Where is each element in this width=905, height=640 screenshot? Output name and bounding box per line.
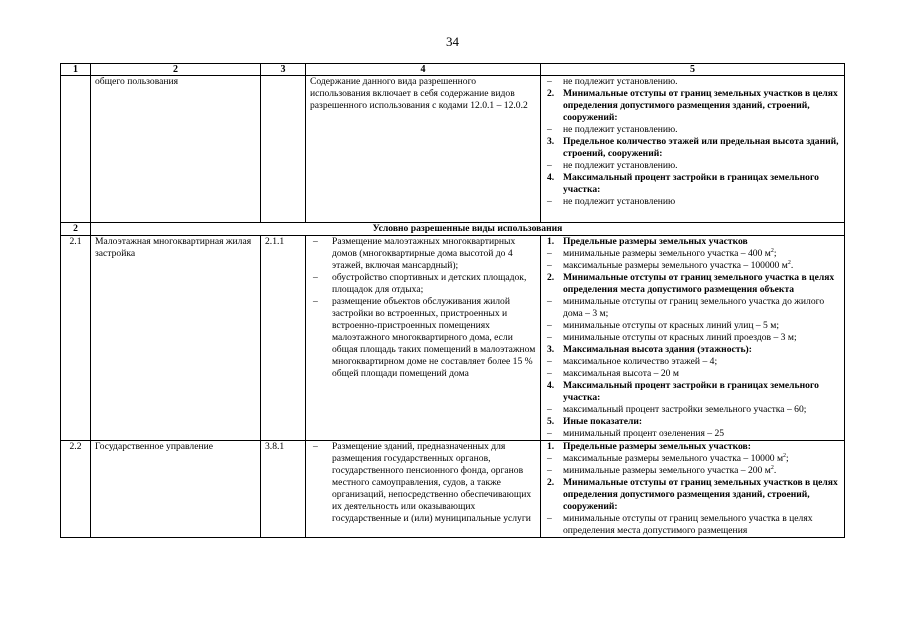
list-item xyxy=(545,465,840,477)
param-heading xyxy=(545,236,840,248)
list-marker: 1. xyxy=(547,441,555,452)
list-item-text: максимальная высота – 20 м xyxy=(563,368,679,379)
list-marker: – xyxy=(547,248,552,259)
unit-superscript: 2 xyxy=(770,464,774,471)
header-col-2: 2 xyxy=(91,64,261,76)
list-marker: 2. xyxy=(547,272,555,283)
list-item xyxy=(545,332,840,344)
list-marker: – xyxy=(547,404,552,415)
list-item-text: Размещение малоэтажных многоквартирных домов (многоквартирные дома высотой до 4 этажей, включая мансардный); xyxy=(332,236,516,271)
cell-name: Малоэтажная многоквартирная жилая застройка xyxy=(91,236,261,441)
list-marker: – xyxy=(547,260,552,271)
list-item-text: размещение объектов обслуживания жилой застройки во встроенных, пристроенных и встроенно-пристроенных помещениях малоэтажного многоквартирного дома, если общая площадь таких помещений в малоэтажном многоквартирном доме не составляет более 15 % общей площади помещений дома xyxy=(332,296,536,379)
list-marker: – xyxy=(547,368,552,379)
param-heading xyxy=(545,172,840,196)
unit-superscript: 2 xyxy=(783,452,787,459)
list-item-text: Минимальные отступы от границ земельного участка в целях определения места допустимого размещения объекта xyxy=(563,272,835,295)
list-item-text: Предельные размеры земельных участков xyxy=(563,236,748,247)
list-item xyxy=(545,513,840,537)
cell-number: 2.1 xyxy=(61,236,91,441)
list-item xyxy=(545,196,840,208)
list-marker: – xyxy=(547,513,552,524)
list-item xyxy=(545,124,840,136)
table-row xyxy=(61,236,845,441)
punctuation: . xyxy=(773,465,777,476)
cell-code: 2.1.1 xyxy=(261,236,306,441)
list-item-text: минимальные отступы от красных линий улиц – 5 м; xyxy=(563,320,779,331)
list-item-text: максимальный процент застройки земельного участка – 60; xyxy=(563,404,807,415)
list-marker: – xyxy=(547,196,552,207)
cell-code: 3.8.1 xyxy=(261,441,306,538)
list-item-text: максимальное количество этажей – 4; xyxy=(563,356,718,367)
param-heading xyxy=(545,416,840,428)
cell-description xyxy=(306,441,541,538)
list-item-text: Максимальный процент застройки в границах земельного участка: xyxy=(563,172,819,195)
zoning-table xyxy=(60,63,845,538)
list-item-text: Иные показатели: xyxy=(563,416,643,427)
list-item xyxy=(310,236,536,272)
header-col-1: 1 xyxy=(61,64,91,76)
cell-params xyxy=(541,76,845,223)
list-marker: – xyxy=(547,356,552,367)
param-heading xyxy=(545,441,840,453)
cell-number xyxy=(61,76,91,223)
punctuation: ; xyxy=(786,453,789,464)
section-number: 2 xyxy=(61,223,91,236)
list-item-text: не подлежит установлению xyxy=(563,196,676,207)
list-item-text: Минимальные отступы от границ земельных участков в целях определения допустимого размещения зданий, строений, сооружений: xyxy=(563,88,838,123)
list-item xyxy=(545,368,840,380)
list-marker: 4. xyxy=(547,380,555,391)
list-marker: 2. xyxy=(547,477,555,488)
cell-number: 2.2 xyxy=(61,441,91,538)
list-marker: 5. xyxy=(547,416,555,427)
list-marker: 1. xyxy=(547,236,555,247)
list-marker: – xyxy=(547,332,552,343)
unit-superscript: 2 xyxy=(770,247,774,254)
param-heading xyxy=(545,272,840,296)
cell-name: общего пользования xyxy=(91,76,261,223)
table-row-continued xyxy=(61,76,845,223)
list-item-text: минимальные отступы от границ земельного участка до жилого дома – 3 м; xyxy=(563,296,825,319)
list-item xyxy=(545,404,840,416)
list-item xyxy=(545,428,840,440)
list-marker: – xyxy=(547,453,552,464)
punctuation: ; xyxy=(773,248,777,259)
list-item-text: Минимальные отступы от границ земельных участков в целях определения допустимого размещения зданий, строений, сооружений: xyxy=(563,477,838,512)
header-col-3: 3 xyxy=(261,64,306,76)
list-marker: – xyxy=(313,272,318,283)
list-marker: – xyxy=(547,428,552,439)
list-item-text: минимальные отступы от границ земельного участка в целях определения места допустимого размещения xyxy=(563,513,813,536)
list-marker: – xyxy=(547,320,552,331)
list-marker: – xyxy=(313,441,318,452)
cell-name: Государственное управление xyxy=(91,441,261,538)
list-item-text: Максимальная высота здания (этажность): xyxy=(563,344,752,355)
param-heading xyxy=(545,136,840,160)
list-item-text: максимальные размеры земельного участка – 100000 м xyxy=(563,260,788,271)
list-marker: – xyxy=(313,236,318,247)
table-header-row xyxy=(61,64,845,76)
list-item xyxy=(310,272,536,296)
list-item-text: Размещение зданий, предназначенных для размещения государственных органов, государственного пенсионного фонда, органов местного самоуправления, судов, а также организаций, непосредственно обеспечивающих их деятельность или оказывающих государственные и (или) муниципальные услуги xyxy=(332,441,532,524)
list-item xyxy=(545,160,840,172)
param-heading xyxy=(545,344,840,356)
param-heading xyxy=(545,88,840,124)
list-item xyxy=(545,260,840,272)
cell-description: Содержание данного вида разрешенного использования включает в себя содержание видов разрешенного использования с кодами 12.0.1 – 12.0.2 xyxy=(306,76,541,223)
list-marker: 2. xyxy=(547,88,555,99)
list-item xyxy=(545,296,840,320)
list-marker: – xyxy=(547,124,552,135)
cell-params xyxy=(541,441,845,538)
list-item-text: минимальные отступы от красных линий проездов – 3 м; xyxy=(563,332,797,343)
list-item xyxy=(545,76,840,88)
list-marker: – xyxy=(313,296,318,307)
table-row xyxy=(61,441,845,538)
list-item-text: Предельное количество этажей или предельная высота зданий, строений, сооружений: xyxy=(563,136,839,159)
header-col-4: 4 xyxy=(306,64,541,76)
section-title: Условно разрешенные виды использования xyxy=(91,223,845,236)
list-item xyxy=(545,248,840,260)
list-marker: – xyxy=(547,160,552,171)
cell-code xyxy=(261,76,306,223)
list-item-text: минимальные размеры земельного участка – 400 м xyxy=(563,248,771,259)
param-heading xyxy=(545,380,840,404)
punctuation: . xyxy=(790,260,794,271)
list-marker: – xyxy=(547,465,552,476)
list-item-text: не подлежит установлению. xyxy=(563,124,678,135)
list-item xyxy=(310,441,536,525)
cell-params xyxy=(541,236,845,441)
list-marker: – xyxy=(547,296,552,307)
list-marker: 3. xyxy=(547,136,555,147)
list-item xyxy=(545,453,840,465)
list-item xyxy=(545,356,840,368)
list-marker: 3. xyxy=(547,344,555,355)
list-item xyxy=(310,296,536,380)
list-item-text: максимальные размеры земельного участка – 10000 м xyxy=(563,453,784,464)
list-marker: – xyxy=(547,76,552,87)
list-item xyxy=(545,320,840,332)
section-row xyxy=(61,223,845,236)
list-item-text: Предельные размеры земельных участков: xyxy=(563,441,751,452)
list-item-text: не подлежит установлению. xyxy=(563,76,678,87)
page-number: 34 xyxy=(446,34,459,49)
list-marker: 4. xyxy=(547,172,555,183)
param-heading xyxy=(545,477,840,513)
list-item-text: не подлежит установлению. xyxy=(563,160,678,171)
cell-description xyxy=(306,236,541,441)
list-item-text: Максимальный процент застройки в границах земельного участка: xyxy=(563,380,819,403)
list-item-text: обустройство спортивных и детских площадок, площадок для отдыха; xyxy=(332,272,527,295)
header-col-5: 5 xyxy=(541,64,845,76)
unit-superscript: 2 xyxy=(787,259,791,266)
list-item-text: минимальный процент озеленения – 25 xyxy=(563,428,725,439)
list-item-text: минимальные размеры земельного участка – 200 м xyxy=(563,465,771,476)
